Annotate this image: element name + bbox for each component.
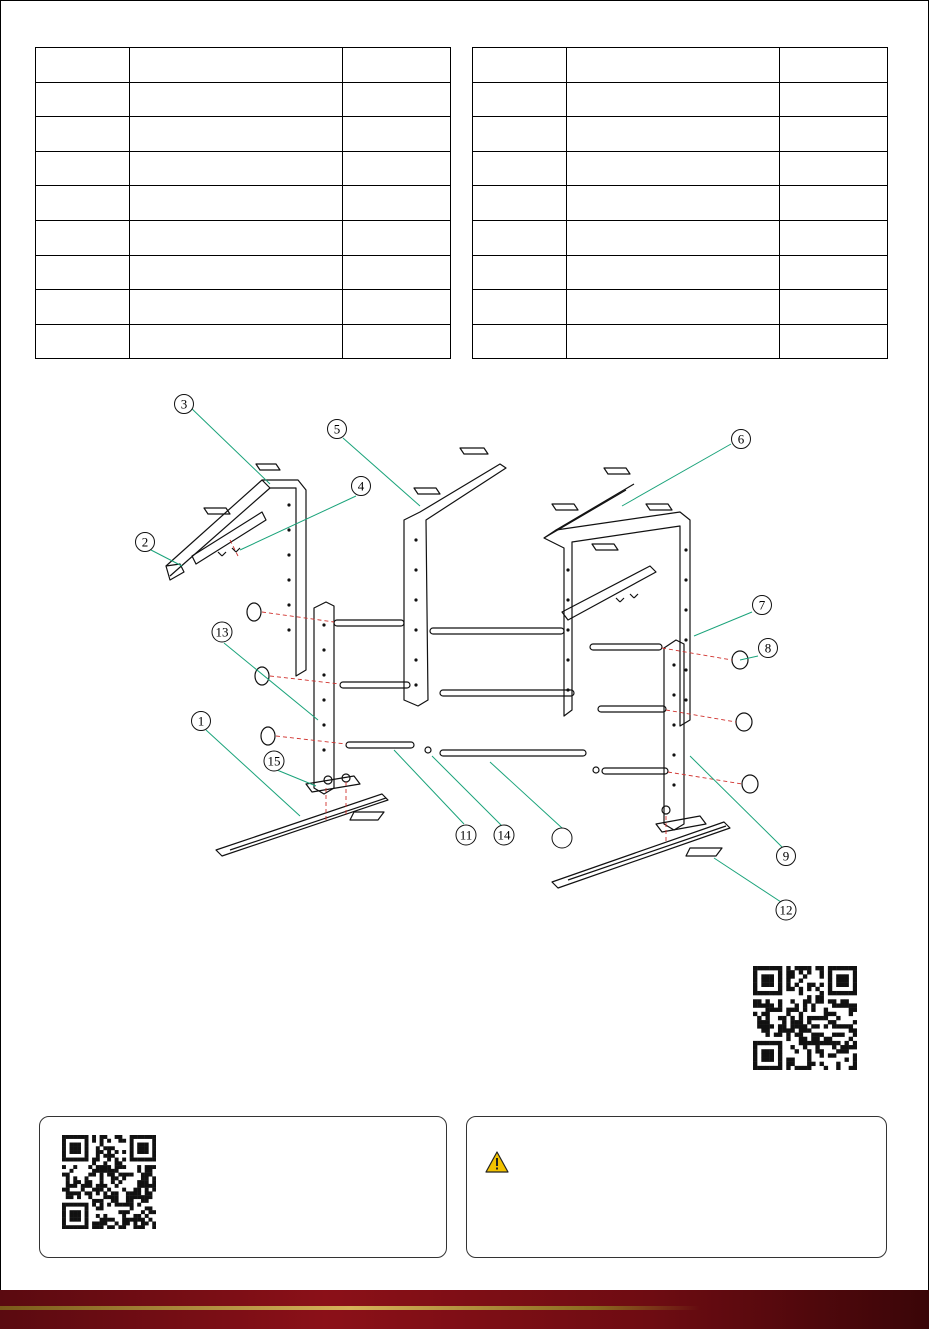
table-cell bbox=[780, 255, 888, 290]
table-cell bbox=[566, 324, 779, 359]
left-upper-frame bbox=[166, 464, 306, 676]
callout-9 bbox=[777, 847, 796, 866]
table-cell bbox=[473, 290, 567, 325]
table-row bbox=[473, 255, 888, 290]
table-cell bbox=[343, 82, 451, 117]
table-row bbox=[36, 324, 451, 359]
callout-1 bbox=[192, 712, 211, 731]
table-row bbox=[36, 186, 451, 221]
table-cell bbox=[129, 48, 342, 83]
table-cell bbox=[129, 324, 342, 359]
svg-text:15: 15 bbox=[267, 753, 281, 769]
table-cell bbox=[36, 151, 130, 186]
table-row bbox=[36, 117, 451, 152]
table-row bbox=[473, 290, 888, 325]
callout-4 bbox=[352, 477, 371, 496]
table-cell bbox=[566, 117, 779, 152]
table-row bbox=[36, 48, 451, 83]
table-cell bbox=[343, 290, 451, 325]
callout-11 bbox=[456, 825, 476, 845]
table-cell bbox=[566, 48, 779, 83]
parts-table-right bbox=[472, 47, 888, 359]
table-cell bbox=[566, 220, 779, 255]
alignment-dashes bbox=[230, 540, 742, 842]
table-cell bbox=[780, 117, 888, 152]
table-cell bbox=[473, 48, 567, 83]
table-cell bbox=[36, 324, 130, 359]
svg-text:7: 7 bbox=[758, 597, 766, 613]
table-row bbox=[473, 220, 888, 255]
table-cell bbox=[36, 186, 130, 221]
table-row bbox=[473, 186, 888, 221]
table-cell bbox=[780, 324, 888, 359]
callout-6 bbox=[732, 430, 751, 449]
left-lower-leg bbox=[216, 602, 388, 856]
callout-blank bbox=[552, 828, 572, 848]
callout-2 bbox=[136, 533, 155, 552]
right-lower-leg bbox=[552, 640, 730, 888]
table-row bbox=[473, 151, 888, 186]
footer-bar bbox=[0, 1290, 929, 1329]
knobs bbox=[247, 603, 758, 793]
table-cell bbox=[343, 117, 451, 152]
table-cell bbox=[566, 290, 779, 325]
table-row bbox=[36, 255, 451, 290]
callout-8 bbox=[759, 639, 778, 658]
qr-code-icon bbox=[62, 1135, 156, 1229]
table-cell bbox=[780, 290, 888, 325]
svg-text:1: 1 bbox=[197, 713, 205, 729]
table-cell bbox=[780, 186, 888, 221]
svg-text:6: 6 bbox=[737, 431, 745, 447]
table-cell bbox=[343, 151, 451, 186]
table-row bbox=[473, 117, 888, 152]
table-cell bbox=[36, 255, 130, 290]
table-cell bbox=[473, 186, 567, 221]
svg-text:5: 5 bbox=[333, 421, 341, 437]
callout-3 bbox=[175, 395, 194, 414]
table-cell bbox=[473, 82, 567, 117]
svg-text:8: 8 bbox=[764, 640, 772, 656]
table-cell bbox=[36, 48, 130, 83]
footer-gold-stripe bbox=[0, 1306, 700, 1310]
callout-7 bbox=[753, 596, 772, 615]
table-row bbox=[473, 82, 888, 117]
table-cell bbox=[129, 255, 342, 290]
callout-numbers bbox=[136, 395, 797, 921]
table-cell bbox=[473, 151, 567, 186]
parts-table-left bbox=[35, 47, 451, 359]
table-cell bbox=[343, 48, 451, 83]
connecting-rods bbox=[334, 620, 668, 774]
table-cell bbox=[36, 82, 130, 117]
right-frame bbox=[544, 468, 690, 726]
table-cell bbox=[473, 324, 567, 359]
warning-triangle-icon bbox=[485, 1151, 509, 1173]
table-row bbox=[36, 290, 451, 325]
table-cell bbox=[566, 186, 779, 221]
table-cell bbox=[129, 151, 342, 186]
table-row bbox=[36, 82, 451, 117]
svg-text:3: 3 bbox=[180, 396, 188, 412]
warning-box bbox=[466, 1116, 887, 1258]
table-cell bbox=[473, 117, 567, 152]
table-row bbox=[36, 151, 451, 186]
table-cell bbox=[343, 255, 451, 290]
table-cell bbox=[129, 186, 342, 221]
callout-15 bbox=[264, 751, 284, 771]
table-cell bbox=[473, 255, 567, 290]
svg-text:9: 9 bbox=[782, 848, 790, 864]
table-cell bbox=[36, 290, 130, 325]
table-row bbox=[473, 48, 888, 83]
svg-text:12: 12 bbox=[779, 902, 793, 918]
svg-text:4: 4 bbox=[357, 478, 365, 494]
middle-frame bbox=[404, 448, 506, 706]
table-cell bbox=[473, 220, 567, 255]
qr-code-icon bbox=[753, 966, 857, 1070]
table-cell bbox=[343, 324, 451, 359]
table-cell bbox=[36, 117, 130, 152]
table-cell bbox=[129, 220, 342, 255]
assembly-diagram bbox=[0, 380, 929, 940]
table-cell bbox=[343, 220, 451, 255]
table-cell bbox=[129, 290, 342, 325]
callout-12 bbox=[776, 900, 796, 920]
table-cell bbox=[566, 82, 779, 117]
table-cell bbox=[780, 151, 888, 186]
svg-text:13: 13 bbox=[215, 624, 229, 640]
svg-text:14: 14 bbox=[497, 827, 511, 843]
table-cell bbox=[566, 151, 779, 186]
table-row bbox=[36, 220, 451, 255]
table-cell bbox=[780, 48, 888, 83]
wing-bolts bbox=[218, 548, 638, 602]
callout-14 bbox=[494, 825, 514, 845]
callout-5 bbox=[328, 420, 347, 439]
table-cell bbox=[566, 255, 779, 290]
svg-text:11: 11 bbox=[459, 827, 473, 843]
table-cell bbox=[343, 186, 451, 221]
table-cell bbox=[36, 220, 130, 255]
svg-text:2: 2 bbox=[141, 534, 149, 550]
table-cell bbox=[780, 220, 888, 255]
table-cell bbox=[129, 117, 342, 152]
table-cell bbox=[780, 82, 888, 117]
table-row bbox=[473, 324, 888, 359]
callout-13 bbox=[212, 622, 232, 642]
table-cell bbox=[129, 82, 342, 117]
qr-info-box bbox=[39, 1116, 447, 1258]
